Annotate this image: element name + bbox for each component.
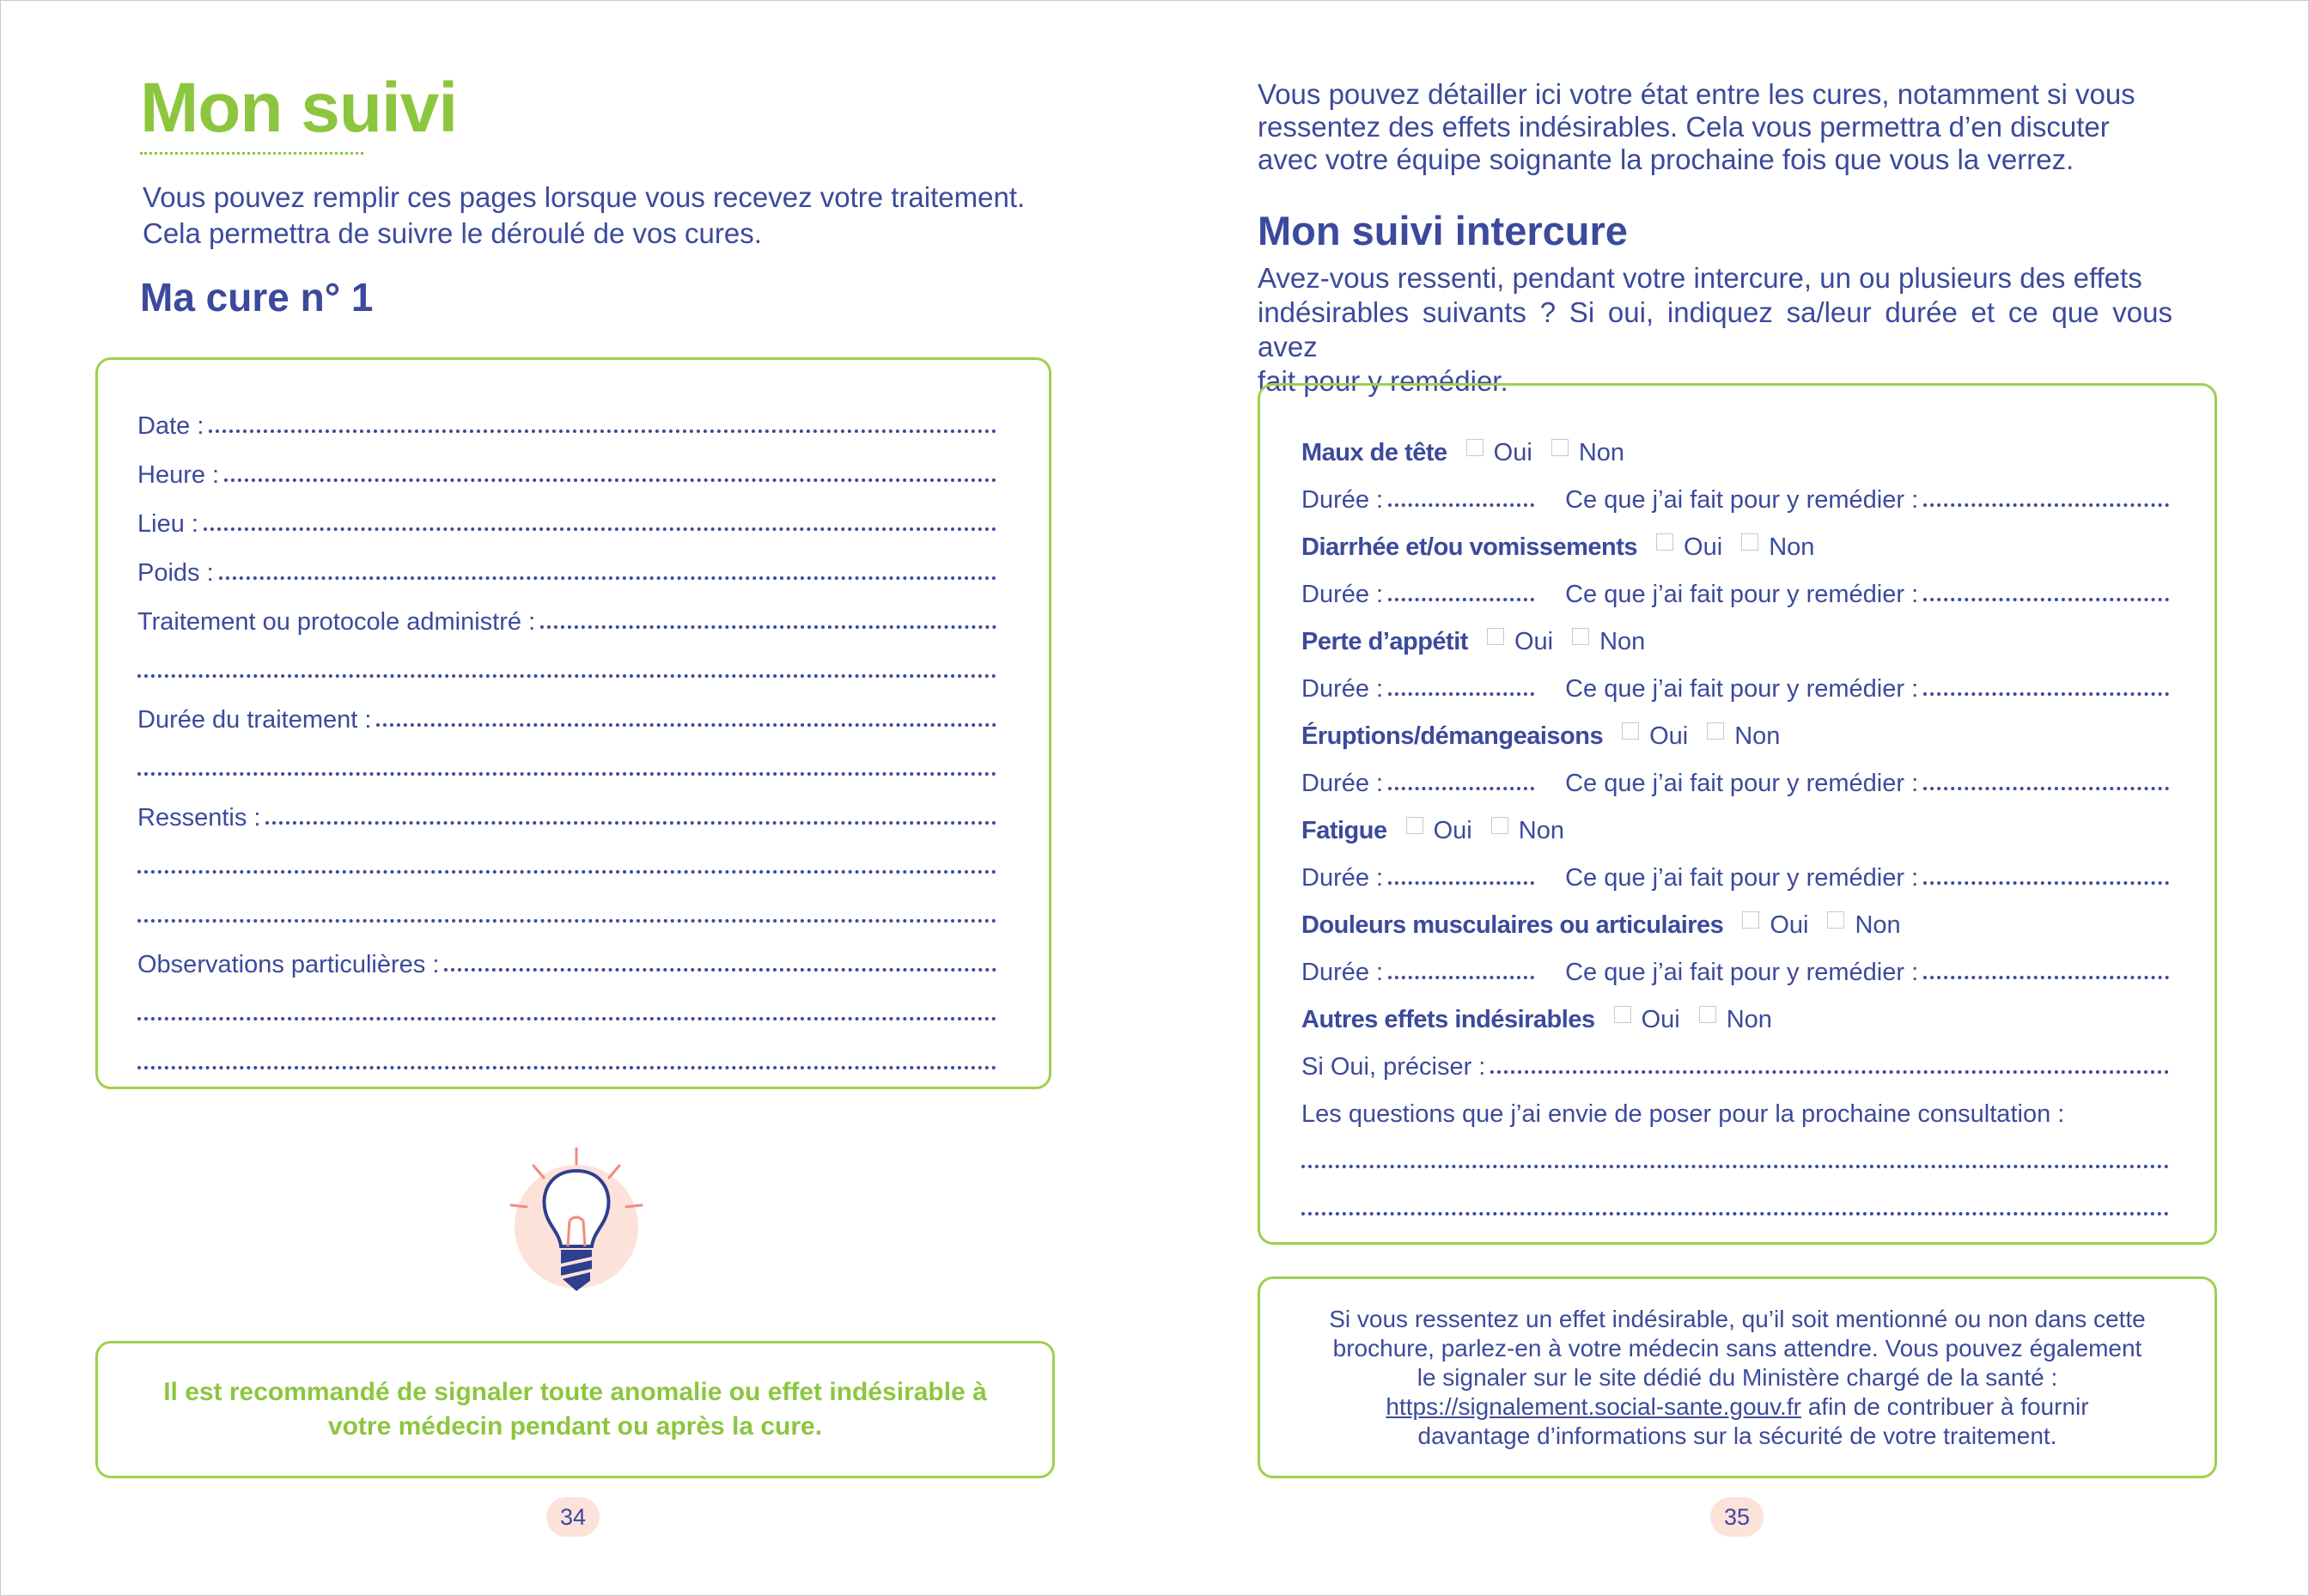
symptom-row: [1301, 515, 2169, 562]
questions-fill-row: [1301, 1129, 2169, 1176]
duration-row: [1301, 940, 2169, 987]
field-label: Traitement ou protocole administré :: [137, 608, 536, 636]
remedy-fill-line[interactable]: [1923, 881, 2169, 885]
non-checkbox[interactable]: [1827, 911, 1844, 929]
remedy-fill-line[interactable]: [1923, 598, 2169, 601]
remedy-label: Ce que j’ai fait pour y remédier :: [1565, 864, 1919, 892]
fill-line[interactable]: [137, 674, 996, 678]
remedy-label: Ce que j’ai fait pour y remédier :: [1565, 581, 1919, 608]
non-checkbox[interactable]: [1707, 722, 1724, 740]
fill-line[interactable]: [204, 527, 996, 531]
duration-row: [1301, 845, 2169, 892]
intercure-title: Mon suivi intercure: [1258, 208, 1628, 253]
remedy-fill-line[interactable]: [1923, 976, 2169, 979]
fill-line[interactable]: [265, 821, 996, 825]
field-label: Lieu :: [137, 510, 198, 538]
fill-line[interactable]: [209, 429, 996, 433]
fill-line[interactable]: [224, 478, 996, 482]
non-label: Non: [1769, 533, 1815, 561]
si-oui-label: Si Oui, préciser :: [1301, 1053, 1486, 1081]
questions-fill-line[interactable]: [1301, 1212, 2169, 1215]
info-line4-rest: afin de contribuer à fournir: [1800, 1392, 2089, 1420]
questions-fill-row: [1301, 1176, 2169, 1223]
duration-row: [1301, 656, 2169, 704]
recommendation-box: [95, 1341, 1055, 1478]
cure-subtitle: Ma cure n° 1: [140, 275, 374, 320]
field-date[interactable]: [137, 392, 996, 441]
fill-line[interactable]: [137, 1017, 996, 1020]
symptom-name: Douleurs musculaires ou articulaires: [1301, 911, 1724, 939]
oui-checkbox[interactable]: [1622, 722, 1639, 740]
symptom-name: Fatigue: [1301, 817, 1387, 844]
non-label: Non: [1726, 1006, 1772, 1033]
symptom-row: [1301, 798, 2169, 845]
left-intro: [143, 180, 1087, 252]
field-label: Heure :: [137, 461, 220, 489]
duree-fill-line[interactable]: [1388, 598, 1534, 601]
duration-row: [1301, 562, 2169, 609]
symptom-row: [1301, 704, 2169, 751]
duree-fill-line[interactable]: [1388, 503, 1534, 507]
si-oui-row: [1301, 1034, 2169, 1081]
questions-row: [1301, 1081, 2169, 1129]
oui-label: Oui: [1649, 722, 1689, 750]
oui-label: Oui: [1770, 911, 1809, 939]
autres-name: Autres effets indésirables: [1301, 1006, 1595, 1033]
field-ressentis-cont[interactable]: [137, 881, 996, 930]
info-line3: le signaler sur le site dédié du Ministère chargé de la santé :: [1416, 1363, 2058, 1391]
oui-checkbox[interactable]: [1656, 533, 1673, 551]
question-line3: fait pour y remédier.: [1258, 365, 1508, 397]
right-intro: [1258, 78, 2172, 176]
recommendation-line2: votre médecin pendant ou après la cure.: [327, 1412, 823, 1441]
symptom-name: Maux de tête: [1301, 439, 1447, 466]
si-oui-fill-line[interactable]: [1490, 1070, 2169, 1074]
question-line1: Avez-vous ressenti, pendant votre intercure, un ou plusieurs des effets: [1258, 262, 2142, 294]
remedy-fill-line[interactable]: [1923, 787, 2169, 790]
field-ressentis-cont[interactable]: [137, 832, 996, 881]
field-observations-cont[interactable]: [137, 979, 996, 1028]
autres-row: [1301, 987, 2169, 1034]
reporting-info-box: [1258, 1276, 2217, 1478]
duree-label: Durée :: [1301, 486, 1384, 514]
intercure-form-card: [1258, 383, 2217, 1245]
oui-label: Oui: [1684, 533, 1723, 561]
field-observations-cont[interactable]: [137, 1028, 996, 1077]
cure-form-card: [95, 357, 1051, 1089]
fill-line[interactable]: [137, 1066, 996, 1069]
fill-line[interactable]: [540, 625, 996, 629]
lightbulb-icon: [508, 1145, 645, 1301]
page-title: Mon suivi: [140, 69, 458, 147]
field-heure[interactable]: [137, 441, 996, 490]
info-line5: davantage d’informations sur la sécurité de votre traitement.: [1417, 1422, 2057, 1449]
duree-label: Durée :: [1301, 959, 1384, 986]
remedy-label: Ce que j’ai fait pour y remédier :: [1565, 959, 1919, 986]
remedy-label: Ce que j’ai fait pour y remédier :: [1565, 770, 1919, 797]
page-number-right: 35: [1710, 1497, 1764, 1537]
fill-line[interactable]: [137, 870, 996, 874]
oui-checkbox[interactable]: [1466, 439, 1483, 456]
duree-label: Durée :: [1301, 770, 1384, 797]
field-lieu[interactable]: [137, 490, 996, 539]
non-label: Non: [1578, 439, 1625, 466]
oui-label: Oui: [1493, 439, 1532, 466]
oui-checkbox[interactable]: [1406, 817, 1423, 834]
fill-line[interactable]: [137, 772, 996, 776]
remedy-fill-line[interactable]: [1923, 692, 2169, 696]
title-underline: [140, 152, 363, 155]
non-label: Non: [1734, 722, 1781, 750]
remedy-label: Ce que j’ai fait pour y remédier :: [1565, 486, 1919, 514]
intercure-question: [1258, 261, 2172, 399]
field-observations[interactable]: [137, 930, 996, 979]
questions-fill-line[interactable]: [1301, 1165, 2169, 1168]
duree-fill-line[interactable]: [1388, 787, 1534, 790]
duration-row: [1301, 467, 2169, 515]
non-checkbox[interactable]: [1551, 439, 1569, 456]
signalement-link[interactable]: https://signalement.social-sante.gouv.fr: [1386, 1392, 1801, 1420]
remedy-fill-line[interactable]: [1923, 503, 2169, 507]
oui-checkbox[interactable]: [1614, 1006, 1631, 1023]
non-label: Non: [1855, 911, 1901, 939]
non-label: Non: [1518, 817, 1564, 844]
fill-line[interactable]: [444, 968, 996, 972]
field-traitement-cont[interactable]: [137, 637, 996, 685]
symptom-name: Éruptions/démangeaisons: [1301, 722, 1604, 750]
fill-line[interactable]: [219, 576, 996, 580]
left-intro-line2: Cela permettra de suivre le déroulé de vos cures.: [143, 217, 762, 249]
field-duree[interactable]: [137, 685, 996, 734]
field-label: Durée du traitement :: [137, 706, 372, 734]
oui-checkbox[interactable]: [1487, 628, 1504, 645]
oui-label: Oui: [1433, 817, 1472, 844]
info-line1: Si vous ressentez un effet indésirable, qu’il soit mentionné ou non dans cette: [1329, 1305, 2146, 1332]
symptom-row: [1301, 609, 2169, 656]
symptom-name: Diarrhée et/ou vomissements: [1301, 533, 1638, 561]
right-intro-line1: Vous pouvez détailler ici votre état entre les cures, notamment si vous: [1258, 78, 2135, 110]
duree-label: Durée :: [1301, 864, 1384, 892]
non-label: Non: [1599, 628, 1646, 655]
field-label: Date :: [137, 412, 204, 440]
right-intro-line2: ressentez des effets indésirables. Cela vous permettra d’en discuter: [1258, 111, 2110, 143]
reporting-info-text: [1300, 1305, 2176, 1451]
oui-label: Oui: [1641, 1006, 1680, 1033]
field-label: Observations particulières :: [137, 951, 440, 978]
field-label: Poids :: [137, 559, 214, 587]
fill-line[interactable]: [137, 919, 996, 923]
left-intro-line1: Vous pouvez remplir ces pages lorsque vous recevez votre traitement.: [143, 181, 1026, 213]
field-traitement[interactable]: [137, 588, 996, 637]
symptom-name: Perte d’appétit: [1301, 628, 1468, 655]
questions-label: Les questions que j’ai envie de poser pour la prochaine consultation :: [1301, 1100, 2065, 1128]
info-line2: brochure, parlez-en à votre médecin sans attendre. Vous pouvez également: [1332, 1334, 2142, 1361]
cure-form-fields: [137, 392, 996, 1077]
non-checkbox[interactable]: [1699, 1006, 1716, 1023]
symptom-list: [1301, 420, 2169, 1223]
non-checkbox[interactable]: [1572, 628, 1589, 645]
right-intro-line3: avec votre équipe soignante la prochaine fois que vous la verrez.: [1258, 143, 2074, 175]
duree-fill-line[interactable]: [1388, 881, 1534, 885]
field-label: Ressentis :: [137, 804, 261, 832]
duree-fill-line[interactable]: [1388, 976, 1534, 979]
field-poids[interactable]: [137, 539, 996, 588]
duree-label: Durée :: [1301, 675, 1384, 703]
remedy-label: Ce que j’ai fait pour y remédier :: [1565, 675, 1919, 703]
field-duree-cont[interactable]: [137, 734, 996, 783]
question-line2: indésirables suivants ? Si oui, indiquez sa/leur durée et ce que vous avez: [1258, 296, 2172, 362]
field-ressentis[interactable]: [137, 783, 996, 832]
duree-fill-line[interactable]: [1388, 692, 1534, 696]
recommendation-text: [146, 1375, 1005, 1444]
page-number-left: 34: [546, 1497, 600, 1537]
duration-row: [1301, 751, 2169, 798]
oui-label: Oui: [1514, 628, 1554, 655]
recommendation-line1: Il est recommandé de signaler toute anomalie ou effet indésirable à: [163, 1378, 987, 1406]
fill-line[interactable]: [376, 723, 996, 727]
non-checkbox[interactable]: [1741, 533, 1758, 551]
duree-label: Durée :: [1301, 581, 1384, 608]
symptom-row: [1301, 420, 2169, 467]
oui-checkbox[interactable]: [1742, 911, 1759, 929]
symptom-row: [1301, 892, 2169, 940]
non-checkbox[interactable]: [1491, 817, 1508, 834]
